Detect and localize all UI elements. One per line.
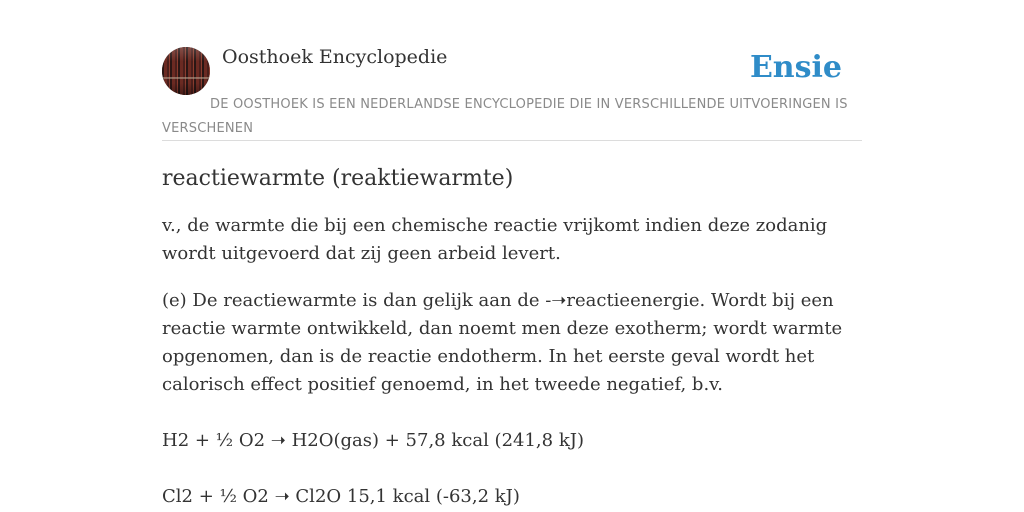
equation-line: Cl2 + ½ O2 ➝ Cl2O 15,1 kcal (-63,2 kJ) (162, 486, 520, 507)
article (162, 160, 862, 511)
article-definition: v., de warmte die bij een chemische reactie vrijkomt indien deze zodanig wordt uitgevoerd dat zij geen arbeid levert. (162, 215, 828, 264)
site-tagline: DE OOSTHOEK IS EEN NEDERLANDSE ENCYCLOPEDIE DIE IN VERSCHILLENDE UITVOERINGEN IS VERSCHENEN (162, 97, 848, 136)
site-header (162, 44, 862, 141)
article-title: reactiewarmte (reaktiewarmte) (162, 166, 514, 191)
equation-line: H2 + ½ O2 ➝ H2O(gas) + 57,8 kcal (241,8 kJ) (162, 430, 584, 451)
site-name-link[interactable]: Oosthoek Encyclopedie (222, 46, 448, 68)
article-body-text: (e) De reactiewarmte is dan gelijk aan de -➝reactieenergie. Wordt bij een reactie warmte ontwikkeld, dan noemt men deze exotherm; wordt warmte opgenomen, dan is de reactie endotherm. In het eerste geval wordt het calorisch effect positief genoemd, in het tweede negatief, b.v. (162, 290, 843, 395)
site-avatar[interactable] (162, 47, 210, 95)
article-body (162, 287, 862, 399)
ensie-logo-link[interactable]: Ensie (749, 50, 842, 85)
